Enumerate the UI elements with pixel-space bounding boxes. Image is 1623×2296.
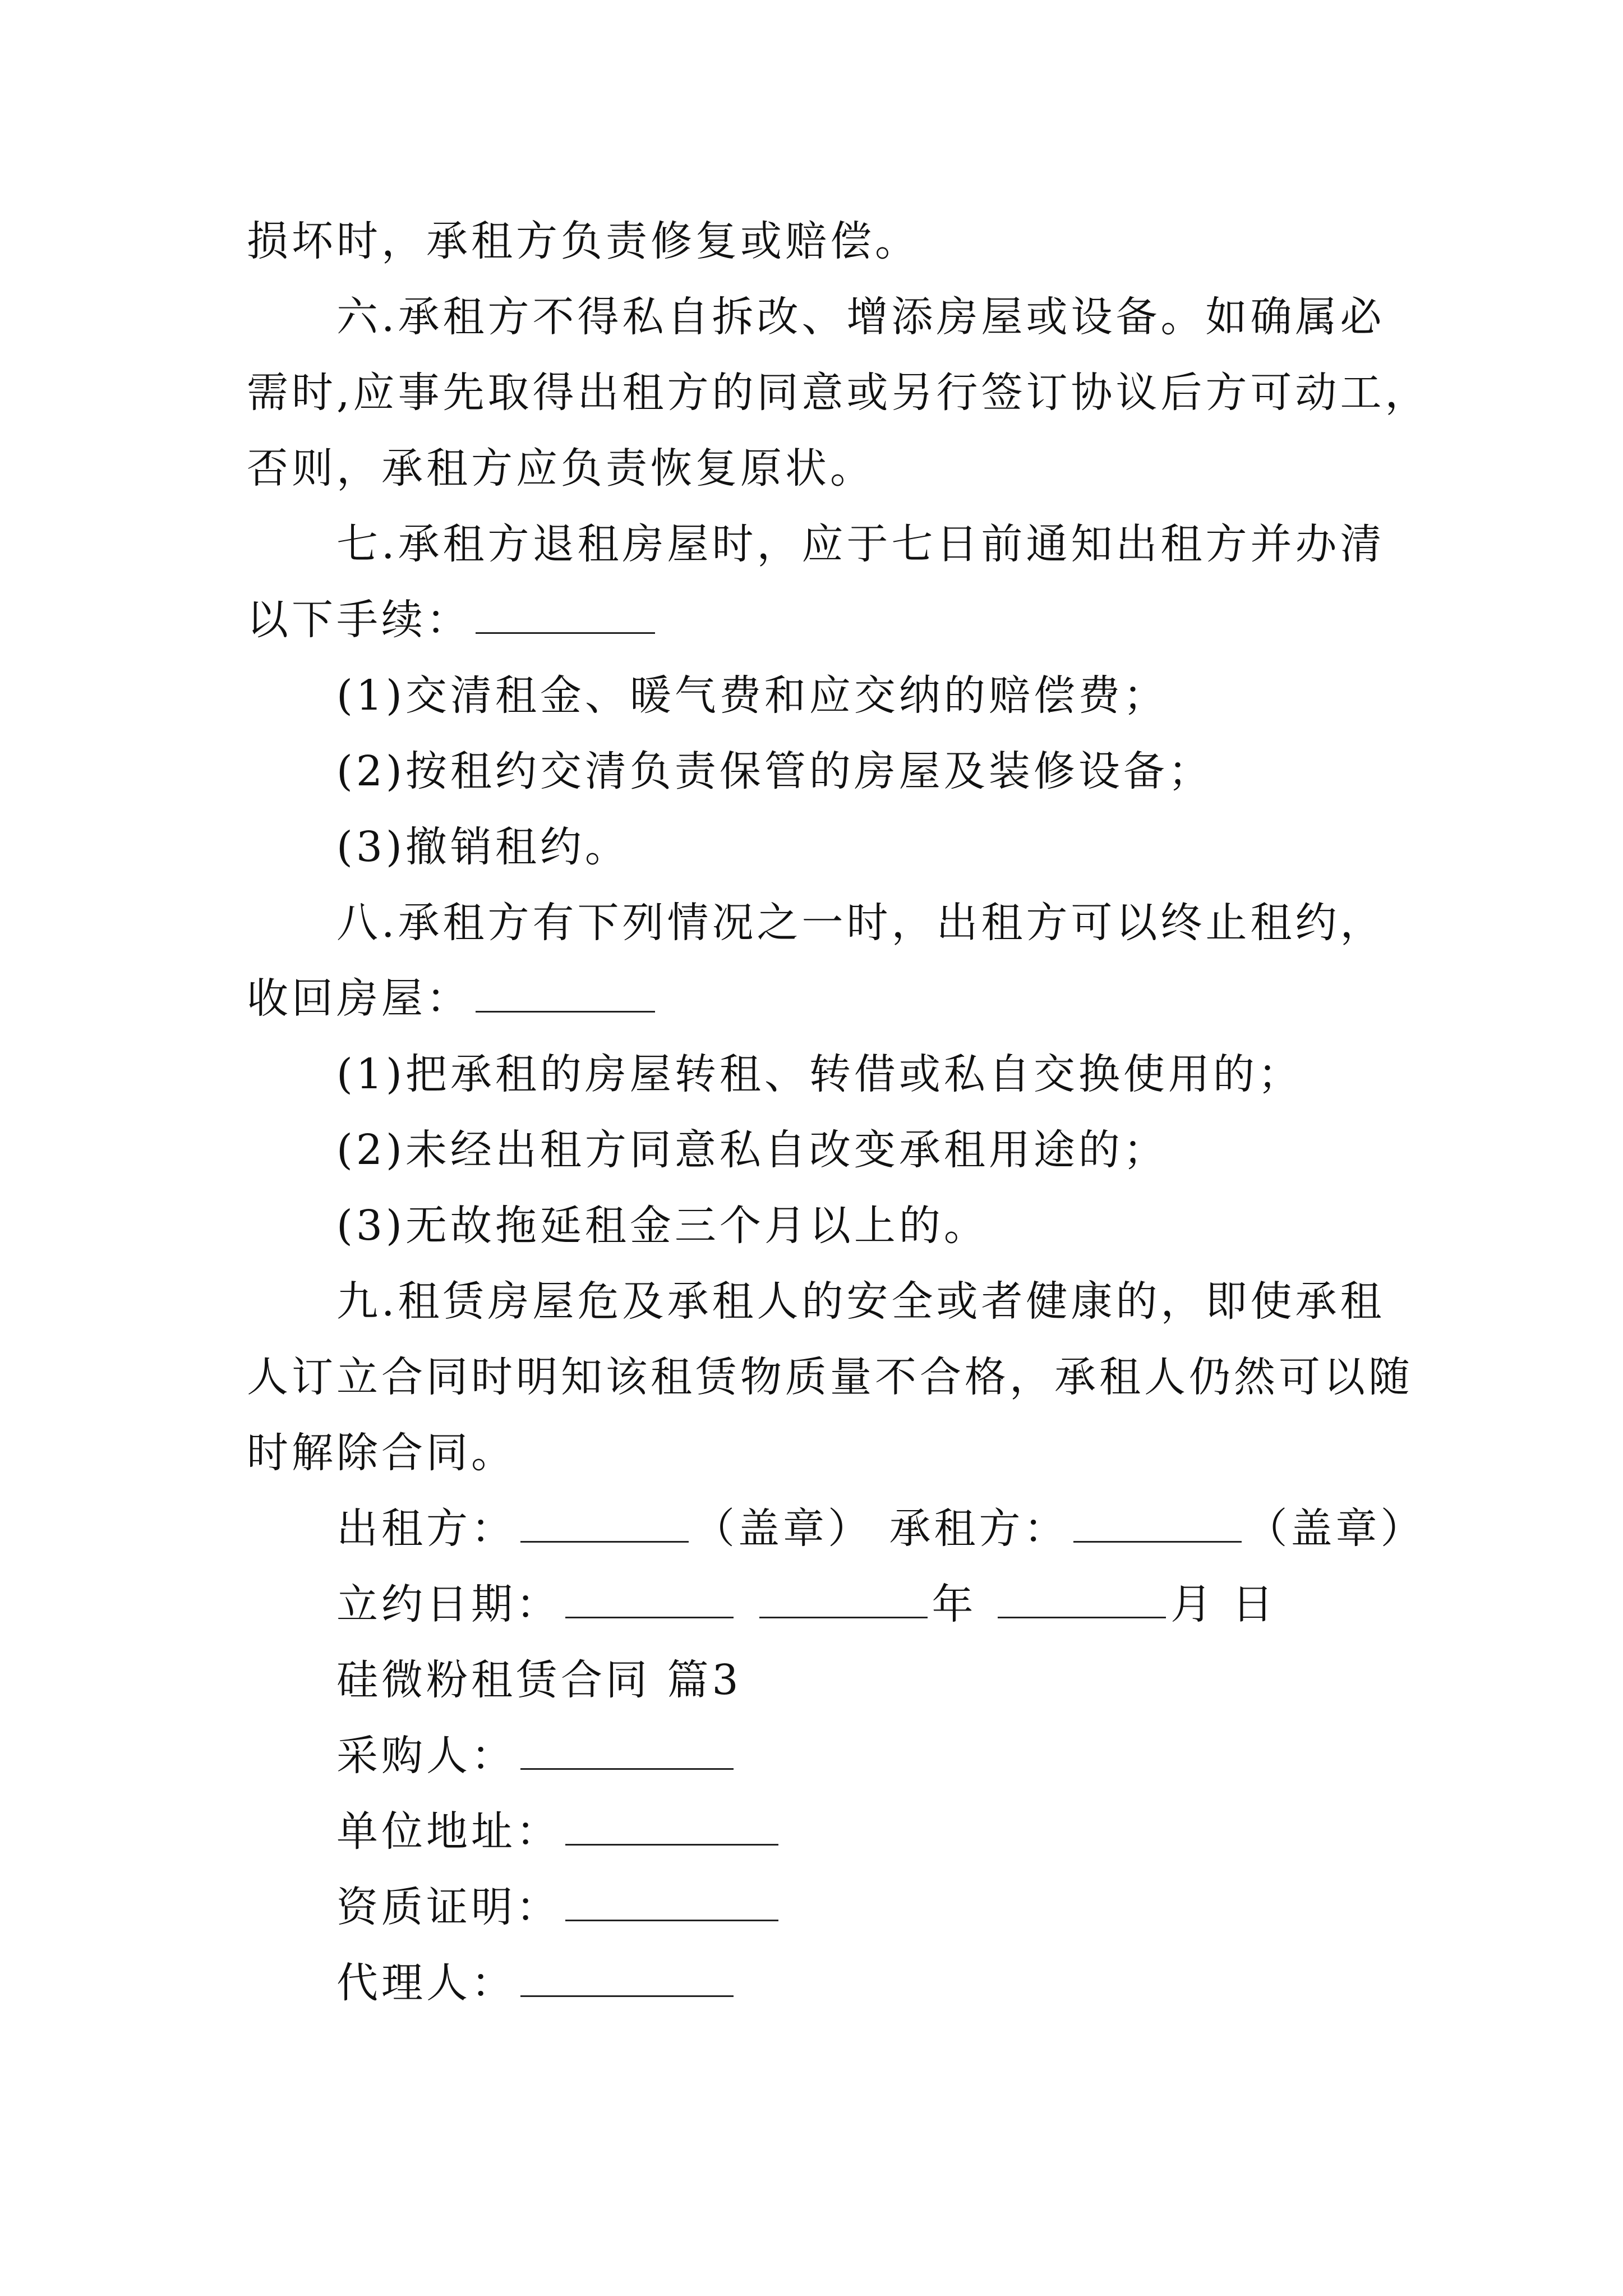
section-3-title: 硅微粉租赁合同 篇3	[336, 1656, 742, 1704]
clause-6-line-1: 六.承租方不得私自拆改、增添房屋或设备。如确属必	[336, 293, 1385, 341]
purchaser-blank	[520, 1733, 734, 1770]
clause-9-line-3: 时解除合同。	[247, 1429, 516, 1477]
month-blank	[998, 1582, 1166, 1618]
clause-6-line-3: 否则，承租方应负责恢复原状。	[247, 444, 875, 493]
lessor-label: 出租方：	[336, 1504, 516, 1553]
qualification-line	[336, 1879, 783, 1935]
clause-8-line-2	[247, 970, 660, 1027]
clause-7-item-3: (3)撤销租约。	[336, 823, 630, 871]
clause-8-item-1: (1)把承租的房屋转租、转借或私自交换使用的；	[336, 1050, 1303, 1098]
address-label: 单位地址：	[336, 1807, 561, 1856]
clause-8-item-2: (2)未经出租方同意私自改变承租用途的；	[336, 1126, 1168, 1174]
purchaser-line	[336, 1728, 738, 1784]
clause-7-line-1: 七.承租方退租房屋时，应于七日前通知出租方并办清	[336, 520, 1385, 568]
date-blank	[565, 1582, 734, 1618]
address-line	[336, 1803, 783, 1860]
clause-8-text: 收回房屋：	[247, 974, 471, 1023]
date-label: 立约日期：	[336, 1580, 561, 1628]
year-blank	[759, 1582, 928, 1618]
clause-6-line-2: 需时,应事先取得出租方的同意或另行签订协议后方可动工，	[247, 369, 1430, 417]
clause-7-item-1: (1)交清租金、暖气费和应交纳的赔偿费；	[336, 671, 1168, 720]
clause-9-line-2: 人订立合同时明知该租赁物质量不合格，承租人仍然可以随	[247, 1353, 1413, 1401]
month-label: 月	[1170, 1580, 1216, 1628]
purchaser-label: 采购人：	[336, 1732, 516, 1780]
agent-blank	[520, 1961, 734, 1997]
lessee-blank	[1073, 1506, 1242, 1543]
blank-line	[476, 597, 655, 634]
signature-line	[336, 1501, 1426, 1557]
agent-label: 代理人：	[336, 1959, 516, 2007]
qualification-blank	[565, 1885, 778, 1921]
lessee-seal: （盖章）	[1246, 1504, 1426, 1553]
clause-5-continuation: 损坏时，承租方负责修复或赔偿。	[247, 217, 920, 265]
clause-8-item-3: (3)无故拖延租金三个月以上的。	[336, 1202, 989, 1250]
lessor-blank	[520, 1506, 689, 1543]
clause-7-item-2: (2)按租约交清负责保管的房屋及装修设备；	[336, 747, 1213, 795]
lessor-seal: （盖章）	[693, 1504, 873, 1553]
agent-line	[336, 1955, 738, 2011]
year-label: 年	[932, 1580, 977, 1628]
day-label: 日	[1232, 1580, 1277, 1628]
clause-7-text: 以下手续：	[247, 596, 471, 644]
blank-line	[476, 976, 655, 1013]
clause-8-line-1: 八.承租方有下列情况之一时，出租方可以终止租约，	[336, 899, 1385, 947]
clause-9-line-1: 九.租赁房屋危及承租人的安全或者健康的，即使承租	[336, 1277, 1385, 1326]
lessee-label: 承租方：	[889, 1504, 1069, 1553]
address-blank	[565, 1809, 778, 1846]
clause-7-line-2	[247, 592, 660, 648]
date-line	[336, 1576, 1277, 1632]
qualification-label: 资质证明：	[336, 1883, 561, 1931]
